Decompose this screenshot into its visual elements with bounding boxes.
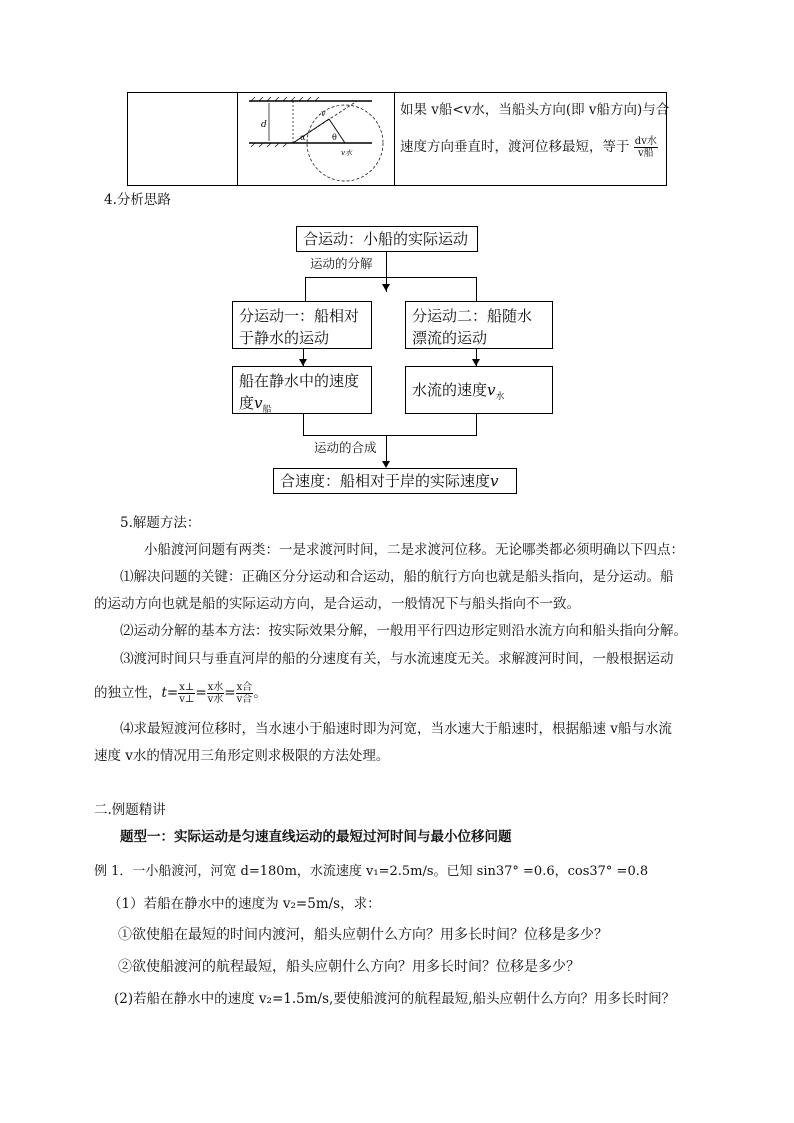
paragraph-1a: ⑴解决问题的关键：正确区分分运动和合运动，船的航行方向也就是船头指向，是分运动。船 — [120, 569, 674, 585]
p3b-prefix: 的独立性， — [94, 685, 162, 701]
table-text-line1: 如果 v船<v水，当船头方向(即 v船方向)与合 — [400, 102, 670, 118]
shortest-displacement-fraction — [634, 136, 658, 159]
flow-bottom-text: 合速度：船相对于岸的实际速度 — [280, 472, 491, 490]
paragraph-1b: 的运动方向也就是船的实际运动方向，是合运动，一般情况下与船头指向不一致。 — [94, 596, 580, 612]
paragraph-3b: 的独立性，t= $\frac{x\perp}{v\perp}$ = $\frac{\text{x水}}{\text{v水}}$ = $\frac{\text{x合}}{\text{v合}}$ 。 — [94, 682, 267, 705]
fraction-2-num: x水 — [207, 682, 224, 693]
flow-left1-box: 分运动一：船相对于静水的运动 — [232, 301, 372, 349]
flow-line — [305, 277, 306, 301]
fraction-3-den: v合 — [236, 694, 253, 705]
question-1: （1）若船在静水中的速度为 v₂=5m/s，求： — [108, 896, 381, 912]
v-water-label: v水 — [341, 149, 352, 157]
paragraph-4b: 速度 v水的情况用三角形定则求极限的方法处理。 — [94, 748, 390, 764]
fraction-1-den: v⊥ — [179, 694, 195, 705]
river-crossing-diagram — [237, 93, 394, 185]
arrow-down-icon — [382, 461, 390, 468]
fraction-denominator: v船 — [638, 148, 654, 159]
flow-line — [476, 414, 477, 436]
flow-left2-indent: 度 — [239, 394, 255, 412]
flow-compose-label: 运动的合成 — [314, 440, 377, 455]
fraction-numerator: dv水 — [634, 136, 657, 147]
paragraph-intro: 小船渡河问题有两类：一是求渡河时间，二是求渡河位移。无论哪类都必须明确以下四点： — [144, 542, 684, 558]
heading-examples: 二.例题精讲 — [94, 802, 166, 818]
table-cell-diagram — [237, 93, 395, 185]
flow-left2-text: 船在静水中的速度 — [239, 372, 360, 390]
alpha-label: α — [300, 133, 306, 142]
p3b-t: t= — [161, 685, 179, 701]
flow-decompose-label: 运动的分解 — [310, 256, 373, 271]
fraction-3-num: x合 — [236, 682, 253, 693]
paragraph-2: ⑵运动分解的基本方法：按实际效果分解，一般用平行四边形定则沿水流方向和船头指向分解。 — [120, 623, 687, 639]
flow-bottom-var: v — [490, 472, 499, 490]
flow-right2-box — [405, 366, 553, 414]
paragraph-4a: ⑷求最短渡河位移时，当水速小于船速时即为河宽，当水速大于船速时，根据船速 v船与水流 — [120, 721, 672, 737]
v-boat-label: v — [321, 109, 326, 118]
d-label: d — [261, 120, 267, 130]
fraction-2-den: v水 — [207, 694, 224, 705]
flow-left2-var: v — [254, 394, 263, 412]
fraction-1-num: x⊥ — [179, 682, 195, 693]
p3b-end: 。 — [253, 685, 267, 701]
flow-left2-sub: 船 — [262, 405, 272, 415]
section-4-title: 4.分析思路 — [104, 192, 171, 208]
fraction-3 — [236, 682, 254, 705]
table-text-line2 — [400, 135, 658, 159]
flow-left2-box — [232, 366, 372, 414]
table-row — [127, 92, 670, 186]
flow-line — [303, 435, 477, 436]
arrow-down-icon — [472, 359, 480, 366]
question-1b: ②欲使船渡河的航程最短，船头应朝什么方向？用多长时间？位移是多少？ — [118, 959, 580, 975]
question-type-1: 题型一：实际运动是匀速直线运动的最短过河时间与最小位移问题 — [120, 829, 512, 845]
fraction-2 — [207, 682, 225, 705]
arrow-down-icon — [299, 359, 307, 366]
paragraph-3a: ⑶渡河时间只与垂直河岸的船的分速度有关，与水流速度无关。求解渡河时间，一般根据运动 — [120, 651, 674, 667]
table-text-line2-body: 速度方向垂直时，渡河位移最短，等于 — [400, 139, 630, 155]
flow-top-box: 合运动：小船的实际运动 — [296, 226, 478, 252]
section-5-title: 5.解题方法： — [120, 515, 201, 531]
flow-line — [305, 277, 476, 278]
example-1: 例 1．一小船渡河，河宽 d=180m，水流速度 v₁=2.5m/s。已知 sin37° =0.6，cos37° =0.8 — [94, 864, 649, 879]
arrow-down-icon — [382, 284, 390, 291]
table-cell-text — [394, 93, 670, 185]
flow-line — [476, 277, 477, 301]
question-1a: ①欲使船在最短的时间内渡河，船头应朝什么方向？用多长时间？位移是多少？ — [118, 927, 608, 943]
table-cell-empty — [128, 93, 238, 185]
flow-right2-text: 水流的速度 — [412, 381, 488, 399]
fraction-1 — [178, 682, 195, 705]
question-2: (2)若船在静水中的速度 v₂=1.5m/s,要使船渡河的航程最短,船头应朝什么方向？用多长时间？ — [114, 991, 676, 1007]
flow-right1-box: 分运动二：船随水漂流的运动 — [405, 301, 553, 349]
flow-right2-sub: 水 — [495, 392, 505, 402]
flow-right2-var: v — [487, 381, 496, 399]
flow-line — [303, 414, 304, 436]
flow-bottom-box — [273, 468, 517, 494]
theta-label: θ — [332, 133, 337, 142]
